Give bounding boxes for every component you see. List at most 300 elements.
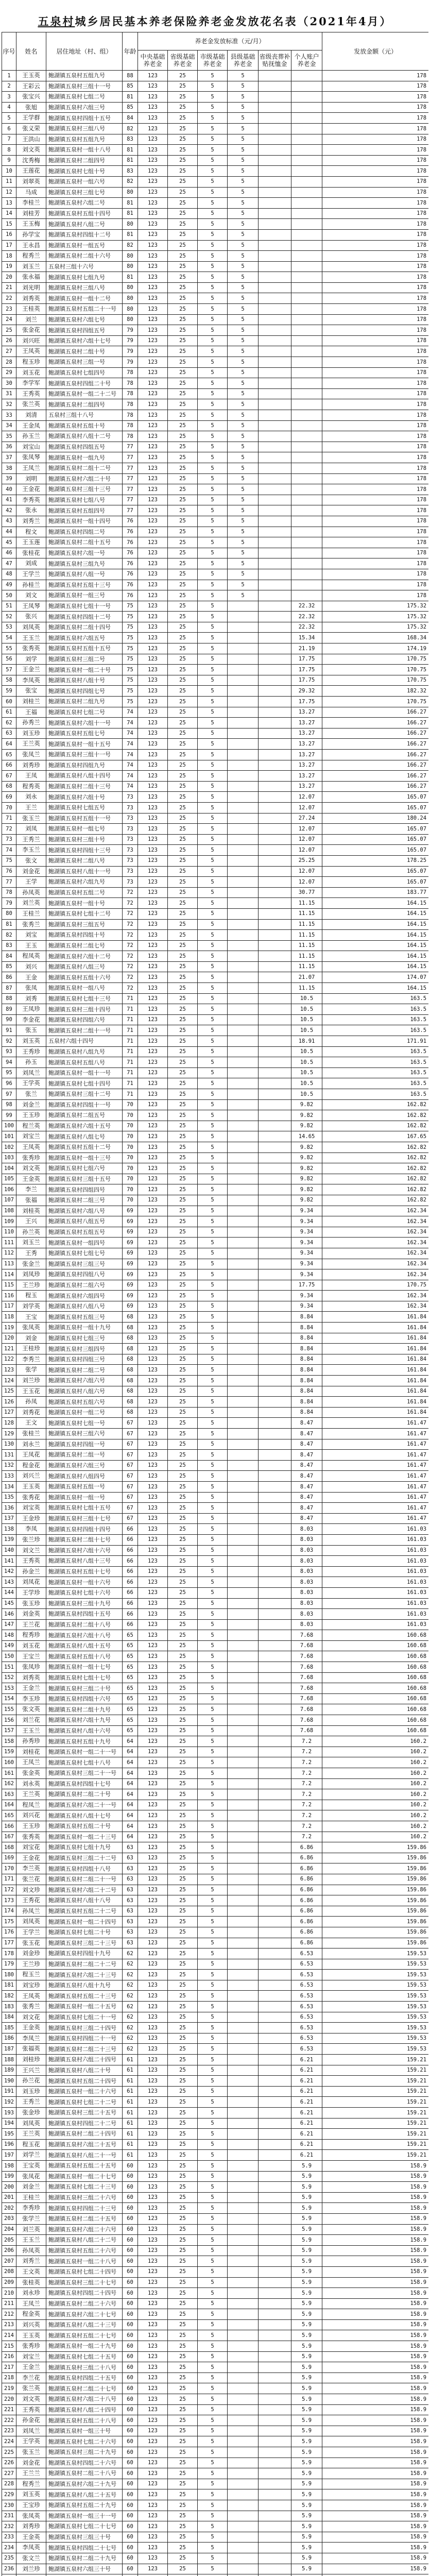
cell-total: 161.47 — [322, 1492, 428, 1503]
cell-address: 鲍湖镇五泉村二组七号 — [46, 940, 123, 951]
cell-province-subsidy — [259, 346, 291, 357]
table-row — [2, 993, 429, 1004]
cell-no: 118 — [2, 1312, 16, 1323]
cell-personal-account — [291, 431, 322, 442]
cell-province-basic: 25 — [168, 325, 198, 336]
cell-province-subsidy — [259, 2362, 291, 2373]
cell-personal-account: 11.15 — [291, 930, 322, 941]
cell-county-basic — [228, 1174, 259, 1184]
table-row — [2, 1365, 429, 1376]
cell-address: 鲍湖镇五泉村二组二十号 — [46, 1789, 123, 1800]
cell-total: 178 — [322, 399, 428, 410]
cell-no: 199 — [2, 2171, 16, 2182]
cell-central-basic: 123 — [138, 420, 168, 431]
cell-province-subsidy — [259, 102, 291, 113]
cell-central-basic: 123 — [138, 2298, 168, 2309]
cell-central-basic: 123 — [138, 2033, 168, 2044]
cell-province-basic: 25 — [168, 1110, 198, 1121]
cell-province-subsidy — [259, 1121, 291, 1131]
cell-personal-account: 13.27 — [291, 750, 322, 760]
table-row — [2, 2224, 429, 2235]
header-no: 序号 — [2, 32, 16, 71]
cell-county-basic — [228, 2309, 259, 2320]
cell-province-subsidy — [259, 622, 291, 633]
cell-name: 张秀珍 — [16, 2341, 46, 2352]
cell-address: 鲍湖镇五泉村七组八号 — [46, 495, 123, 505]
cell-age: 60 — [123, 2500, 138, 2511]
cell-personal-account: 7.2 — [291, 1810, 322, 1821]
cell-total: 162.82 — [322, 1121, 428, 1131]
cell-city-basic: 5 — [198, 1757, 228, 1768]
cell-central-basic: 123 — [138, 1344, 168, 1354]
cell-county-basic: 5 — [228, 240, 259, 251]
table-row — [2, 410, 429, 421]
cell-address: 鲍湖镇五泉村六组七号 — [46, 314, 123, 325]
cell-county-basic — [228, 2436, 259, 2447]
cell-central-basic: 123 — [138, 2341, 168, 2352]
cell-address: 鲍湖镇五泉村五组九号 — [46, 71, 123, 81]
cell-city-basic: 5 — [198, 1163, 228, 1174]
cell-no: 9 — [2, 155, 16, 166]
cell-age: 64 — [123, 1747, 138, 1757]
cell-city-basic: 5 — [198, 2002, 228, 2012]
cell-total: 160.2 — [322, 1736, 428, 1747]
cell-personal-account: 6.21 — [291, 2055, 322, 2065]
cell-city-basic: 5 — [198, 1683, 228, 1694]
cell-city-basic: 5 — [198, 802, 228, 813]
cell-address: 鲍湖镇五泉村五组十七号 — [46, 1566, 123, 1577]
cell-total: 166.27 — [322, 771, 428, 782]
cell-county-basic — [228, 1121, 259, 1131]
cell-no: 34 — [2, 420, 16, 431]
cell-county-basic — [228, 1227, 259, 1238]
cell-province-basic: 25 — [168, 866, 198, 877]
cell-age: 75 — [123, 612, 138, 622]
cell-no: 154 — [2, 1693, 16, 1704]
cell-county-basic — [228, 1460, 259, 1471]
cell-province-basic: 25 — [168, 1323, 198, 1333]
cell-province-subsidy — [259, 601, 291, 612]
cell-total: 178 — [322, 81, 428, 92]
cell-age: 81 — [123, 145, 138, 156]
cell-province-basic: 25 — [168, 2383, 198, 2394]
cell-total: 160.68 — [322, 1693, 428, 1704]
cell-personal-account: 5.9 — [291, 2298, 322, 2309]
cell-central-basic: 123 — [138, 399, 168, 410]
cell-province-basic: 25 — [168, 155, 198, 166]
cell-county-basic: 5 — [228, 187, 259, 198]
cell-central-basic: 123 — [138, 2309, 168, 2320]
cell-name: 刘桂英 — [16, 1206, 46, 1216]
cell-province-subsidy — [259, 304, 291, 315]
cell-total: 178 — [322, 304, 428, 315]
cell-name: 刘金花 — [16, 866, 46, 877]
cell-total: 161.03 — [322, 1556, 428, 1567]
cell-age: 60 — [123, 2521, 138, 2532]
cell-province-subsidy — [259, 951, 291, 962]
cell-province-basic: 25 — [168, 240, 198, 251]
cell-name: 李兰 — [16, 1184, 46, 1195]
cell-central-basic: 123 — [138, 1439, 168, 1450]
cell-age: 78 — [123, 431, 138, 442]
cell-province-subsidy — [259, 1216, 291, 1227]
cell-age: 63 — [123, 1927, 138, 1938]
cell-name: 王学英 — [16, 1078, 46, 1089]
cell-city-basic: 5 — [198, 1269, 228, 1280]
cell-central-basic: 123 — [138, 92, 168, 103]
cell-age: 65 — [123, 1662, 138, 1673]
cell-no: 232 — [2, 2521, 16, 2532]
cell-personal-account: 8.47 — [291, 1429, 322, 1439]
cell-city-basic: 5 — [198, 2182, 228, 2193]
cell-province-basic: 25 — [168, 569, 198, 580]
cell-total: 178 — [322, 357, 428, 368]
cell-province-basic: 25 — [168, 728, 198, 739]
cell-total: 161.84 — [322, 1344, 428, 1354]
cell-name: 张秀花 — [16, 1492, 46, 1503]
cell-age: 60 — [123, 2394, 138, 2405]
cell-province-subsidy — [259, 92, 291, 103]
cell-personal-account: 17.75 — [291, 675, 322, 686]
cell-no: 26 — [2, 335, 16, 346]
cell-province-basic: 25 — [168, 2108, 198, 2119]
cell-no: 161 — [2, 1768, 16, 1779]
table-row — [2, 293, 429, 304]
cell-city-basic: 5 — [198, 1450, 228, 1461]
table-row — [2, 898, 429, 909]
cell-province-basic: 25 — [168, 1662, 198, 1673]
cell-province-basic: 25 — [168, 2319, 198, 2330]
cell-no: 173 — [2, 1895, 16, 1906]
cell-central-basic: 123 — [138, 81, 168, 92]
cell-province-basic: 25 — [168, 2182, 198, 2193]
document-title — [0, 13, 430, 29]
cell-county-basic — [228, 1481, 259, 1492]
cell-province-subsidy — [259, 1693, 291, 1704]
cell-personal-account: 6.21 — [291, 2065, 322, 2076]
cell-province-basic: 25 — [168, 855, 198, 866]
cell-address: 鲍湖镇五泉村三组二十号 — [46, 1683, 123, 1694]
table-row — [2, 2564, 429, 2574]
cell-address: 鲍湖镇五泉村四组二十七号 — [46, 2543, 123, 2553]
cell-age: 67 — [123, 1471, 138, 1482]
table-row — [2, 548, 429, 558]
cell-central-basic: 123 — [138, 834, 168, 845]
cell-total: 165.07 — [322, 834, 428, 845]
cell-address: 鲍湖镇五泉村二组二十七号 — [46, 2383, 123, 2394]
cell-city-basic: 5 — [198, 410, 228, 421]
cell-province-subsidy — [259, 1757, 291, 1768]
cell-no: 50 — [2, 590, 16, 601]
cell-province-subsidy — [259, 2076, 291, 2087]
cell-total: 166.27 — [322, 707, 428, 718]
cell-city-basic: 5 — [198, 431, 228, 442]
cell-age: 67 — [123, 1429, 138, 1439]
cell-age: 73 — [123, 855, 138, 866]
cell-central-basic: 123 — [138, 1110, 168, 1121]
cell-total — [322, 2574, 428, 2576]
cell-province-subsidy — [259, 1938, 291, 1948]
cell-personal-account — [291, 208, 322, 219]
cell-central-basic: 123 — [138, 590, 168, 601]
cell-total: 178 — [322, 569, 428, 580]
cell-age: 62 — [123, 1948, 138, 1959]
cell-address: 鲍湖镇五泉村一组二十七号 — [46, 2171, 123, 2182]
cell-personal-account: 21.07 — [291, 972, 322, 983]
cell-province-basic: 25 — [168, 1991, 198, 2002]
cell-age: 67 — [123, 1492, 138, 1503]
table-row — [2, 739, 429, 750]
cell-age: 68 — [123, 1397, 138, 1408]
cell-province-basic: 25 — [168, 1503, 198, 1514]
cell-personal-account: 17.75 — [291, 697, 322, 707]
cell-province-subsidy — [259, 1269, 291, 1280]
cell-county-basic — [228, 1556, 259, 1567]
cell-total: 158.9 — [322, 2426, 428, 2436]
cell-province-subsidy — [259, 2372, 291, 2383]
cell-address: 鲍湖镇五泉村三组十九号 — [46, 1598, 123, 1609]
cell-no: 122 — [2, 1354, 16, 1365]
cell-personal-account: 5.9 — [291, 2415, 322, 2426]
cell-age: 63 — [123, 1842, 138, 1853]
cell-age: 75 — [123, 697, 138, 707]
cell-province-basic: 25 — [168, 558, 198, 569]
header-total: 发放金额（元） — [322, 32, 428, 71]
cell-personal-account: 7.2 — [291, 1736, 322, 1747]
cell-province-basic: 25 — [168, 346, 198, 357]
table-row — [2, 134, 429, 145]
cell-address: 鲍湖镇五泉村三组二十四号 — [46, 2023, 123, 2033]
cell-personal-account: 11.15 — [291, 908, 322, 919]
cell-central-basic: 123 — [138, 1917, 168, 1927]
cell-county-basic — [228, 855, 259, 866]
village-name: 五泉村 — [38, 15, 75, 28]
cell-province-basic: 25 — [168, 2521, 198, 2532]
cell-no: 57 — [2, 665, 16, 675]
cell-age: 81 — [123, 272, 138, 283]
cell-total: 162.82 — [322, 1174, 428, 1184]
table-row — [2, 1418, 429, 1429]
cell-county-basic — [228, 1323, 259, 1333]
cell-city-basic: 5 — [198, 1131, 228, 1142]
table-row — [2, 2479, 429, 2489]
cell-central-basic: 123 — [138, 1089, 168, 1100]
cell-city-basic: 5 — [198, 261, 228, 272]
cell-name: 王秀兰 — [16, 2097, 46, 2108]
cell-province-basic: 25 — [168, 2086, 198, 2097]
cell-age: 85 — [123, 102, 138, 113]
cell-city-basic: 5 — [198, 1206, 228, 1216]
table-row — [2, 2129, 429, 2140]
cell-name: 张兰珍 — [16, 1534, 46, 1545]
table-row — [2, 2108, 429, 2119]
cell-name: 刘桂珍 — [16, 2055, 46, 2065]
cell-no: 142 — [2, 1566, 16, 1577]
cell-address: 鲍湖镇五泉村七组二十三号 — [46, 2182, 123, 2193]
cell-central-basic: 123 — [138, 1481, 168, 1492]
cell-central-basic: 123 — [138, 2002, 168, 2012]
cell-county-basic — [228, 1640, 259, 1651]
cell-age: 76 — [123, 580, 138, 590]
cell-province-basic: 25 — [168, 431, 198, 442]
cell-province-basic: 25 — [168, 1291, 198, 1301]
cell-address: 鲍湖镇五泉村二组二十二号 — [46, 1959, 123, 1970]
cell-central-basic: 123 — [138, 2086, 168, 2097]
cell-personal-account: 9.34 — [291, 1216, 322, 1227]
cell-total: 166.27 — [322, 750, 428, 760]
cell-central-basic: 123 — [138, 558, 168, 569]
cell-city-basic: 5 — [198, 420, 228, 431]
cell-no: 219 — [2, 2383, 16, 2394]
cell-province-subsidy — [259, 2500, 291, 2511]
cell-county-basic — [228, 781, 259, 792]
cell-no: 81 — [2, 919, 16, 930]
cell-total: 178 — [322, 198, 428, 209]
cell-total: 162.34 — [322, 1238, 428, 1248]
cell-province-subsidy — [259, 1301, 291, 1312]
cell-central-basic: 123 — [138, 580, 168, 590]
cell-no: 45 — [2, 537, 16, 548]
cell-age: 71 — [123, 1078, 138, 1089]
cell-province-basic: 25 — [168, 2468, 198, 2479]
cell-province-subsidy — [259, 2415, 291, 2426]
cell-county-basic: 5 — [228, 282, 259, 293]
cell-name: 王金花 — [16, 484, 46, 495]
cell-county-basic — [228, 2192, 259, 2203]
cell-total: 158.9 — [322, 2532, 428, 2543]
cell-province-subsidy — [259, 463, 291, 473]
cell-name: 王彩云 — [16, 81, 46, 92]
cell-age: 80 — [123, 314, 138, 325]
cell-address: 鲍湖镇五泉村一组八号 — [46, 983, 123, 994]
cell-address: 鲍湖镇五泉村五组二十二号 — [46, 1906, 123, 1917]
cell-address: 鲍湖镇五泉村三组二十一号 — [46, 1768, 123, 1779]
cell-central-basic: 123 — [138, 1397, 168, 1408]
cell-personal-account: 5.9 — [291, 2532, 322, 2543]
cell-personal-account: 18.91 — [291, 1036, 322, 1047]
cell-total: 159.21 — [322, 2065, 428, 2076]
cell-province-basic: 25 — [168, 1778, 198, 1789]
cell-province-basic: 25 — [168, 760, 198, 771]
table-row — [2, 261, 429, 272]
cell-name: 刘永 — [16, 792, 46, 803]
cell-personal-account: 27.24 — [291, 813, 322, 824]
cell-city-basic: 5 — [198, 993, 228, 1004]
cell-age: 70 — [123, 1163, 138, 1174]
cell-province-basic: 25 — [168, 961, 198, 972]
cell-name: 刘文珍 — [16, 1885, 46, 1895]
table-row — [2, 229, 429, 240]
cell-central-basic — [138, 2574, 168, 2576]
cell-address: 鲍湖镇五泉村五组八号 — [46, 1057, 123, 1068]
cell-name: 刘秀花 — [16, 1407, 46, 1418]
cell-name: 孙桂兰 — [16, 580, 46, 590]
cell-age: 71 — [123, 1057, 138, 1068]
cell-personal-account: 6.21 — [291, 2108, 322, 2119]
cell-total: 164.15 — [322, 961, 428, 972]
cell-address: 鲍湖镇五泉村三组四号 — [46, 1344, 123, 1354]
cell-no: 202 — [2, 2203, 16, 2214]
cell-county-basic — [228, 951, 259, 962]
cell-personal-account: 13.27 — [291, 718, 322, 728]
cell-province-subsidy — [259, 2521, 291, 2532]
cell-personal-account: 5.9 — [291, 2500, 322, 2511]
table-row — [2, 813, 429, 824]
cell-no: 165 — [2, 1810, 16, 1821]
cell-province-basic: 25 — [168, 1078, 198, 1089]
cell-no: 110 — [2, 1227, 16, 1238]
cell-no: 168 — [2, 1842, 16, 1853]
cell-province-subsidy — [259, 2543, 291, 2553]
cell-name: 王宝英 — [16, 2160, 46, 2171]
cell-address: 鲍湖镇五泉村六组三号 — [46, 102, 123, 113]
cell-personal-account: 5.9 — [291, 2511, 322, 2521]
cell-no: 166 — [2, 1821, 16, 1832]
cell-personal-account: 22.32 — [291, 622, 322, 633]
cell-address: 鲍湖镇五泉村五组二十一号 — [46, 304, 123, 315]
cell-city-basic: 5 — [198, 1110, 228, 1121]
cell-age: 60 — [123, 2192, 138, 2203]
cell-county-basic: 5 — [228, 113, 259, 124]
cell-no: 32 — [2, 399, 16, 410]
cell-name: 刘凤兰 — [16, 2426, 46, 2436]
cell-total: 162.34 — [322, 1269, 428, 1280]
cell-no: 196 — [2, 2139, 16, 2150]
cell-central-basic: 123 — [138, 537, 168, 548]
cell-province-subsidy — [259, 2182, 291, 2193]
cell-personal-account: 11.15 — [291, 951, 322, 962]
cell-city-basic: 5 — [198, 229, 228, 240]
table-row — [2, 1640, 429, 1651]
table-row — [2, 824, 429, 835]
cell-total: 160.68 — [322, 1704, 428, 1715]
cell-province-subsidy — [259, 1184, 291, 1195]
cell-county-basic — [228, 1439, 259, 1450]
cell-province-basic: 25 — [168, 675, 198, 686]
cell-name: 刘玉花 — [16, 367, 46, 378]
cell-city-basic: 5 — [198, 2129, 228, 2140]
cell-personal-account — [291, 420, 322, 431]
table-row — [2, 388, 429, 399]
table-row — [2, 558, 429, 569]
table-row — [2, 887, 429, 898]
cell-county-basic — [228, 1131, 259, 1142]
cell-total: 178 — [322, 293, 428, 304]
cell-address: 鲍湖镇五泉村二组五号 — [46, 1110, 123, 1121]
table-row — [2, 2139, 429, 2150]
cell-address: 鲍湖镇五泉村一组二号 — [46, 1407, 123, 1418]
table-row — [2, 1004, 429, 1015]
cell-city-basic: 5 — [198, 378, 228, 389]
cell-province-basic: 25 — [168, 2564, 198, 2574]
cell-central-basic: 123 — [138, 1036, 168, 1047]
cell-total: 178 — [322, 219, 428, 230]
cell-name: 王玉英 — [16, 71, 46, 81]
cell-central-basic: 123 — [138, 1619, 168, 1630]
cell-province-subsidy — [259, 240, 291, 251]
cell-address: 鲍湖镇五泉村七组十九号 — [46, 1842, 123, 1853]
cell-province-basic: 25 — [168, 1927, 198, 1938]
cell-city-basic: 5 — [198, 2288, 228, 2299]
cell-personal-account: 10.5 — [291, 1089, 322, 1100]
cell-county-basic — [228, 866, 259, 877]
cell-province-basic: 25 — [168, 2362, 198, 2373]
cell-name: 王玉花 — [16, 1386, 46, 1397]
cell-no: 163 — [2, 1789, 16, 1800]
cell-total: 158.9 — [322, 2341, 428, 2352]
cell-province-subsidy — [259, 2298, 291, 2309]
cell-total: 162.82 — [322, 1153, 428, 1163]
